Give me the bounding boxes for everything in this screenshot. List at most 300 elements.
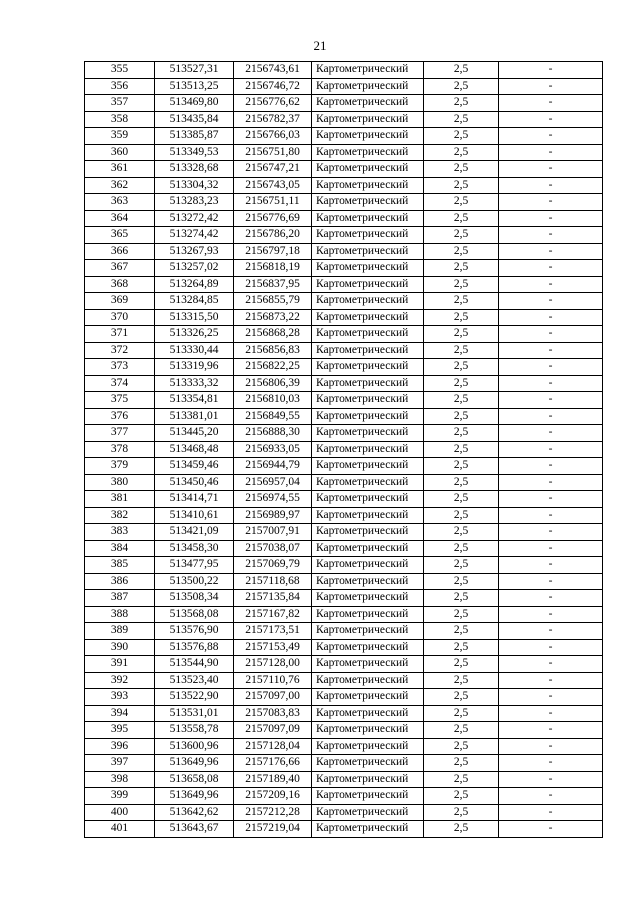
note-cell: -	[499, 672, 603, 689]
method-cell: Картометрический	[312, 507, 424, 524]
note-cell: -	[499, 359, 603, 376]
accuracy-cell: 2,5	[424, 722, 499, 739]
table-row	[85, 507, 603, 524]
y-coordinate-cell: 2156806,39	[234, 375, 312, 392]
accuracy-cell: 2,5	[424, 705, 499, 722]
point-number-cell: 381	[85, 491, 155, 508]
x-coordinate-cell: 513326,25	[155, 326, 234, 343]
y-coordinate-cell: 2156989,97	[234, 507, 312, 524]
x-coordinate-cell: 513450,46	[155, 474, 234, 491]
y-coordinate-cell: 2156776,69	[234, 210, 312, 227]
table-row	[85, 342, 603, 359]
note-cell: -	[499, 128, 603, 145]
note-cell: -	[499, 62, 603, 79]
method-cell: Картометрический	[312, 293, 424, 310]
x-coordinate-cell: 513500,22	[155, 573, 234, 590]
y-coordinate-cell: 2156766,03	[234, 128, 312, 145]
y-coordinate-cell: 2157118,68	[234, 573, 312, 590]
point-number-cell: 388	[85, 606, 155, 623]
x-coordinate-cell: 513469,80	[155, 95, 234, 112]
table-row	[85, 606, 603, 623]
accuracy-cell: 2,5	[424, 623, 499, 640]
method-cell: Картометрический	[312, 623, 424, 640]
method-cell: Картометрический	[312, 722, 424, 739]
x-coordinate-cell: 513568,08	[155, 606, 234, 623]
method-cell: Картометрический	[312, 821, 424, 838]
note-cell: -	[499, 326, 603, 343]
note-cell: -	[499, 309, 603, 326]
y-coordinate-cell: 2156776,62	[234, 95, 312, 112]
point-number-cell: 370	[85, 309, 155, 326]
x-coordinate-cell: 513283,23	[155, 194, 234, 211]
x-coordinate-cell: 513445,20	[155, 425, 234, 442]
method-cell: Картометрический	[312, 639, 424, 656]
method-cell: Картометрический	[312, 111, 424, 128]
x-coordinate-cell: 513600,96	[155, 738, 234, 755]
accuracy-cell: 2,5	[424, 458, 499, 475]
accuracy-cell: 2,5	[424, 293, 499, 310]
x-coordinate-cell: 513544,90	[155, 656, 234, 673]
y-coordinate-cell: 2156747,21	[234, 161, 312, 178]
method-cell: Картометрический	[312, 260, 424, 277]
accuracy-cell: 2,5	[424, 771, 499, 788]
y-coordinate-cell: 2157097,00	[234, 689, 312, 706]
point-number-cell: 361	[85, 161, 155, 178]
method-cell: Картометрический	[312, 326, 424, 343]
y-coordinate-cell: 2156743,05	[234, 177, 312, 194]
y-coordinate-cell: 2156856,83	[234, 342, 312, 359]
point-number-cell: 377	[85, 425, 155, 442]
point-number-cell: 400	[85, 804, 155, 821]
x-coordinate-cell: 513274,42	[155, 227, 234, 244]
x-coordinate-cell: 513328,68	[155, 161, 234, 178]
method-cell: Картометрический	[312, 705, 424, 722]
y-coordinate-cell: 2157135,84	[234, 590, 312, 607]
method-cell: Картометрический	[312, 210, 424, 227]
accuracy-cell: 2,5	[424, 573, 499, 590]
y-coordinate-cell: 2157128,00	[234, 656, 312, 673]
x-coordinate-cell: 513576,88	[155, 639, 234, 656]
table-row	[85, 788, 603, 805]
table-row	[85, 62, 603, 79]
accuracy-cell: 2,5	[424, 507, 499, 524]
note-cell: -	[499, 639, 603, 656]
accuracy-cell: 2,5	[424, 111, 499, 128]
x-coordinate-cell: 513508,34	[155, 590, 234, 607]
note-cell: -	[499, 210, 603, 227]
accuracy-cell: 2,5	[424, 474, 499, 491]
point-number-cell: 390	[85, 639, 155, 656]
table-row	[85, 375, 603, 392]
method-cell: Картометрический	[312, 672, 424, 689]
table-row	[85, 573, 603, 590]
table-row	[85, 474, 603, 491]
table-row	[85, 689, 603, 706]
table-row	[85, 540, 603, 557]
point-number-cell: 387	[85, 590, 155, 607]
note-cell: -	[499, 755, 603, 772]
x-coordinate-cell: 513527,31	[155, 62, 234, 79]
point-number-cell: 359	[85, 128, 155, 145]
point-number-cell: 384	[85, 540, 155, 557]
accuracy-cell: 2,5	[424, 738, 499, 755]
table-row	[85, 524, 603, 541]
x-coordinate-cell: 513304,32	[155, 177, 234, 194]
method-cell: Картометрический	[312, 408, 424, 425]
note-cell: -	[499, 557, 603, 574]
note-cell: -	[499, 623, 603, 640]
x-coordinate-cell: 513272,42	[155, 210, 234, 227]
note-cell: -	[499, 606, 603, 623]
point-number-cell: 398	[85, 771, 155, 788]
table-row	[85, 144, 603, 161]
y-coordinate-cell: 2156944,79	[234, 458, 312, 475]
point-number-cell: 371	[85, 326, 155, 343]
page-number: 21	[313, 38, 327, 53]
x-coordinate-cell: 513315,50	[155, 309, 234, 326]
point-number-cell: 362	[85, 177, 155, 194]
y-coordinate-cell: 2156797,18	[234, 243, 312, 260]
method-cell: Картометрический	[312, 128, 424, 145]
table-row	[85, 738, 603, 755]
accuracy-cell: 2,5	[424, 227, 499, 244]
x-coordinate-cell: 513642,62	[155, 804, 234, 821]
accuracy-cell: 2,5	[424, 804, 499, 821]
x-coordinate-cell: 513643,67	[155, 821, 234, 838]
note-cell: -	[499, 95, 603, 112]
y-coordinate-cell: 2157219,04	[234, 821, 312, 838]
table-row	[85, 243, 603, 260]
note-cell: -	[499, 821, 603, 838]
note-cell: -	[499, 474, 603, 491]
y-coordinate-cell: 2157209,16	[234, 788, 312, 805]
note-cell: -	[499, 705, 603, 722]
y-coordinate-cell: 2156810,03	[234, 392, 312, 409]
accuracy-cell: 2,5	[424, 821, 499, 838]
note-cell: -	[499, 804, 603, 821]
point-number-cell: 379	[85, 458, 155, 475]
point-number-cell: 394	[85, 705, 155, 722]
note-cell: -	[499, 177, 603, 194]
accuracy-cell: 2,5	[424, 78, 499, 95]
note-cell: -	[499, 458, 603, 475]
y-coordinate-cell: 2156873,22	[234, 309, 312, 326]
point-number-cell: 373	[85, 359, 155, 376]
note-cell: -	[499, 260, 603, 277]
table-row	[85, 95, 603, 112]
method-cell: Картометрический	[312, 276, 424, 293]
x-coordinate-cell: 513414,71	[155, 491, 234, 508]
note-cell: -	[499, 540, 603, 557]
x-coordinate-cell: 513330,44	[155, 342, 234, 359]
x-coordinate-cell: 513257,02	[155, 260, 234, 277]
accuracy-cell: 2,5	[424, 359, 499, 376]
y-coordinate-cell: 2157097,09	[234, 722, 312, 739]
method-cell: Картометрический	[312, 392, 424, 409]
method-cell: Картометрический	[312, 177, 424, 194]
note-cell: -	[499, 656, 603, 673]
table-row	[85, 309, 603, 326]
coordinates-table-body	[85, 62, 603, 838]
table-row	[85, 392, 603, 409]
y-coordinate-cell: 2156855,79	[234, 293, 312, 310]
x-coordinate-cell: 513477,95	[155, 557, 234, 574]
y-coordinate-cell: 2156888,30	[234, 425, 312, 442]
point-number-cell: 357	[85, 95, 155, 112]
method-cell: Картометрический	[312, 78, 424, 95]
accuracy-cell: 2,5	[424, 689, 499, 706]
x-coordinate-cell: 513435,84	[155, 111, 234, 128]
x-coordinate-cell: 513385,87	[155, 128, 234, 145]
note-cell: -	[499, 738, 603, 755]
y-coordinate-cell: 2156849,55	[234, 408, 312, 425]
x-coordinate-cell: 513319,96	[155, 359, 234, 376]
note-cell: -	[499, 111, 603, 128]
note-cell: -	[499, 194, 603, 211]
note-cell: -	[499, 771, 603, 788]
accuracy-cell: 2,5	[424, 672, 499, 689]
table-row	[85, 161, 603, 178]
point-number-cell: 386	[85, 573, 155, 590]
note-cell: -	[499, 342, 603, 359]
note-cell: -	[499, 144, 603, 161]
method-cell: Картометрический	[312, 359, 424, 376]
point-number-cell: 389	[85, 623, 155, 640]
x-coordinate-cell: 513658,08	[155, 771, 234, 788]
note-cell: -	[499, 491, 603, 508]
y-coordinate-cell: 2156818,19	[234, 260, 312, 277]
accuracy-cell: 2,5	[424, 606, 499, 623]
point-number-cell: 368	[85, 276, 155, 293]
accuracy-cell: 2,5	[424, 342, 499, 359]
point-number-cell: 395	[85, 722, 155, 739]
y-coordinate-cell: 2157128,04	[234, 738, 312, 755]
point-number-cell: 385	[85, 557, 155, 574]
x-coordinate-cell: 513410,61	[155, 507, 234, 524]
method-cell: Картометрический	[312, 590, 424, 607]
note-cell: -	[499, 590, 603, 607]
accuracy-cell: 2,5	[424, 276, 499, 293]
table-row	[85, 227, 603, 244]
point-number-cell: 391	[85, 656, 155, 673]
y-coordinate-cell: 2156782,37	[234, 111, 312, 128]
table-row	[85, 177, 603, 194]
accuracy-cell: 2,5	[424, 177, 499, 194]
method-cell: Картометрический	[312, 375, 424, 392]
note-cell: -	[499, 243, 603, 260]
accuracy-cell: 2,5	[424, 557, 499, 574]
table-row	[85, 326, 603, 343]
table-row	[85, 557, 603, 574]
method-cell: Картометрический	[312, 194, 424, 211]
y-coordinate-cell: 2157212,28	[234, 804, 312, 821]
point-number-cell: 383	[85, 524, 155, 541]
table-row	[85, 590, 603, 607]
point-number-cell: 392	[85, 672, 155, 689]
point-number-cell: 393	[85, 689, 155, 706]
accuracy-cell: 2,5	[424, 524, 499, 541]
note-cell: -	[499, 375, 603, 392]
table-row	[85, 78, 603, 95]
point-number-cell: 376	[85, 408, 155, 425]
accuracy-cell: 2,5	[424, 210, 499, 227]
point-number-cell: 397	[85, 755, 155, 772]
method-cell: Картометрический	[312, 425, 424, 442]
table-row	[85, 623, 603, 640]
y-coordinate-cell: 2157153,49	[234, 639, 312, 656]
accuracy-cell: 2,5	[424, 95, 499, 112]
x-coordinate-cell: 513513,25	[155, 78, 234, 95]
x-coordinate-cell: 513459,46	[155, 458, 234, 475]
accuracy-cell: 2,5	[424, 144, 499, 161]
y-coordinate-cell: 2157176,66	[234, 755, 312, 772]
point-number-cell: 401	[85, 821, 155, 838]
y-coordinate-cell: 2157083,83	[234, 705, 312, 722]
y-coordinate-cell: 2157069,79	[234, 557, 312, 574]
method-cell: Картометрический	[312, 573, 424, 590]
point-number-cell: 375	[85, 392, 155, 409]
y-coordinate-cell: 2156957,04	[234, 474, 312, 491]
point-number-cell: 355	[85, 62, 155, 79]
point-number-cell: 356	[85, 78, 155, 95]
table-row	[85, 111, 603, 128]
y-coordinate-cell: 2156868,28	[234, 326, 312, 343]
accuracy-cell: 2,5	[424, 375, 499, 392]
method-cell: Картометрический	[312, 557, 424, 574]
accuracy-cell: 2,5	[424, 243, 499, 260]
table-row	[85, 821, 603, 838]
point-number-cell: 399	[85, 788, 155, 805]
note-cell: -	[499, 293, 603, 310]
table-row	[85, 705, 603, 722]
table-row	[85, 755, 603, 772]
point-number-cell: 364	[85, 210, 155, 227]
y-coordinate-cell: 2156933,05	[234, 441, 312, 458]
table-row	[85, 804, 603, 821]
note-cell: -	[499, 392, 603, 409]
accuracy-cell: 2,5	[424, 260, 499, 277]
table-row	[85, 425, 603, 442]
point-number-cell: 360	[85, 144, 155, 161]
method-cell: Картометрический	[312, 161, 424, 178]
y-coordinate-cell: 2156743,61	[234, 62, 312, 79]
x-coordinate-cell: 513333,32	[155, 375, 234, 392]
x-coordinate-cell: 513267,93	[155, 243, 234, 260]
x-coordinate-cell: 513458,30	[155, 540, 234, 557]
point-number-cell: 358	[85, 111, 155, 128]
method-cell: Картометрический	[312, 689, 424, 706]
accuracy-cell: 2,5	[424, 425, 499, 442]
x-coordinate-cell: 513558,78	[155, 722, 234, 739]
point-number-cell: 369	[85, 293, 155, 310]
table-row	[85, 672, 603, 689]
point-number-cell: 372	[85, 342, 155, 359]
table-row	[85, 276, 603, 293]
method-cell: Картометрический	[312, 458, 424, 475]
x-coordinate-cell: 513576,90	[155, 623, 234, 640]
note-cell: -	[499, 408, 603, 425]
note-cell: -	[499, 524, 603, 541]
x-coordinate-cell: 513354,81	[155, 392, 234, 409]
y-coordinate-cell: 2157167,82	[234, 606, 312, 623]
note-cell: -	[499, 689, 603, 706]
y-coordinate-cell: 2156751,11	[234, 194, 312, 211]
note-cell: -	[499, 78, 603, 95]
method-cell: Картометрический	[312, 144, 424, 161]
accuracy-cell: 2,5	[424, 788, 499, 805]
y-coordinate-cell: 2156974,55	[234, 491, 312, 508]
y-coordinate-cell: 2156837,95	[234, 276, 312, 293]
note-cell: -	[499, 507, 603, 524]
x-coordinate-cell: 513421,09	[155, 524, 234, 541]
table-row	[85, 210, 603, 227]
x-coordinate-cell: 513522,90	[155, 689, 234, 706]
table-row	[85, 771, 603, 788]
accuracy-cell: 2,5	[424, 755, 499, 772]
y-coordinate-cell: 2156751,80	[234, 144, 312, 161]
table-row	[85, 359, 603, 376]
method-cell: Картометрический	[312, 656, 424, 673]
point-number-cell: 367	[85, 260, 155, 277]
x-coordinate-cell: 513531,01	[155, 705, 234, 722]
x-coordinate-cell: 513649,96	[155, 788, 234, 805]
y-coordinate-cell: 2157038,07	[234, 540, 312, 557]
method-cell: Картометрический	[312, 474, 424, 491]
note-cell: -	[499, 722, 603, 739]
table-row	[85, 458, 603, 475]
accuracy-cell: 2,5	[424, 309, 499, 326]
method-cell: Картометрический	[312, 606, 424, 623]
method-cell: Картометрический	[312, 62, 424, 79]
method-cell: Картометрический	[312, 243, 424, 260]
note-cell: -	[499, 788, 603, 805]
note-cell: -	[499, 276, 603, 293]
table-row	[85, 194, 603, 211]
point-number-cell: 396	[85, 738, 155, 755]
point-number-cell: 374	[85, 375, 155, 392]
coordinates-table	[84, 61, 603, 838]
x-coordinate-cell: 513264,89	[155, 276, 234, 293]
method-cell: Картометрический	[312, 227, 424, 244]
x-coordinate-cell: 513649,96	[155, 755, 234, 772]
point-number-cell: 382	[85, 507, 155, 524]
method-cell: Картометрический	[312, 342, 424, 359]
method-cell: Картометрический	[312, 755, 424, 772]
accuracy-cell: 2,5	[424, 161, 499, 178]
note-cell: -	[499, 441, 603, 458]
table-row	[85, 639, 603, 656]
accuracy-cell: 2,5	[424, 62, 499, 79]
table-row	[85, 656, 603, 673]
y-coordinate-cell: 2156746,72	[234, 78, 312, 95]
point-number-cell: 365	[85, 227, 155, 244]
y-coordinate-cell: 2157110,76	[234, 672, 312, 689]
method-cell: Картометрический	[312, 491, 424, 508]
accuracy-cell: 2,5	[424, 392, 499, 409]
accuracy-cell: 2,5	[424, 656, 499, 673]
table-row	[85, 293, 603, 310]
x-coordinate-cell: 513349,53	[155, 144, 234, 161]
method-cell: Картометрический	[312, 771, 424, 788]
method-cell: Картометрический	[312, 524, 424, 541]
accuracy-cell: 2,5	[424, 639, 499, 656]
accuracy-cell: 2,5	[424, 441, 499, 458]
accuracy-cell: 2,5	[424, 326, 499, 343]
accuracy-cell: 2,5	[424, 408, 499, 425]
method-cell: Картометрический	[312, 788, 424, 805]
point-number-cell: 366	[85, 243, 155, 260]
y-coordinate-cell: 2157189,40	[234, 771, 312, 788]
